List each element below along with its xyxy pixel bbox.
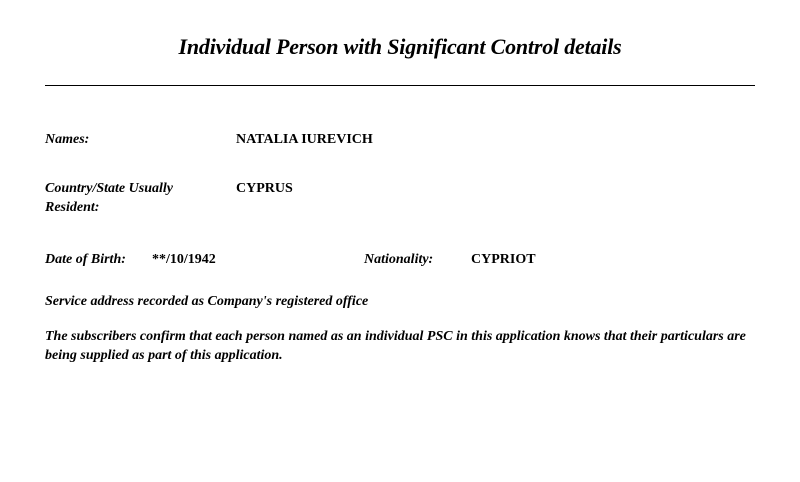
- residence-value: CYPRUS: [236, 181, 293, 196]
- nationality-value: CYPRIOT: [471, 252, 536, 267]
- service-address-note: Service address recorded as Company's registered office: [45, 294, 369, 309]
- page-title: Individual Person with Significant Control details: [178, 34, 622, 59]
- names-value: NATALIA IUREVICH: [236, 132, 373, 147]
- nationality-label: Nationality:: [364, 252, 434, 267]
- dob-value: **/10/1942: [152, 252, 216, 267]
- residence-label: Country/State Usually Resident:: [45, 181, 173, 215]
- confirmation-statement: The subscribers confirm that each person named as an individual PSC in this application knows that their particulars are being supplied as part of this application.: [45, 329, 746, 363]
- title-divider: [45, 85, 755, 86]
- names-label: Names:: [45, 132, 90, 147]
- dob-label: Date of Birth:: [45, 252, 126, 267]
